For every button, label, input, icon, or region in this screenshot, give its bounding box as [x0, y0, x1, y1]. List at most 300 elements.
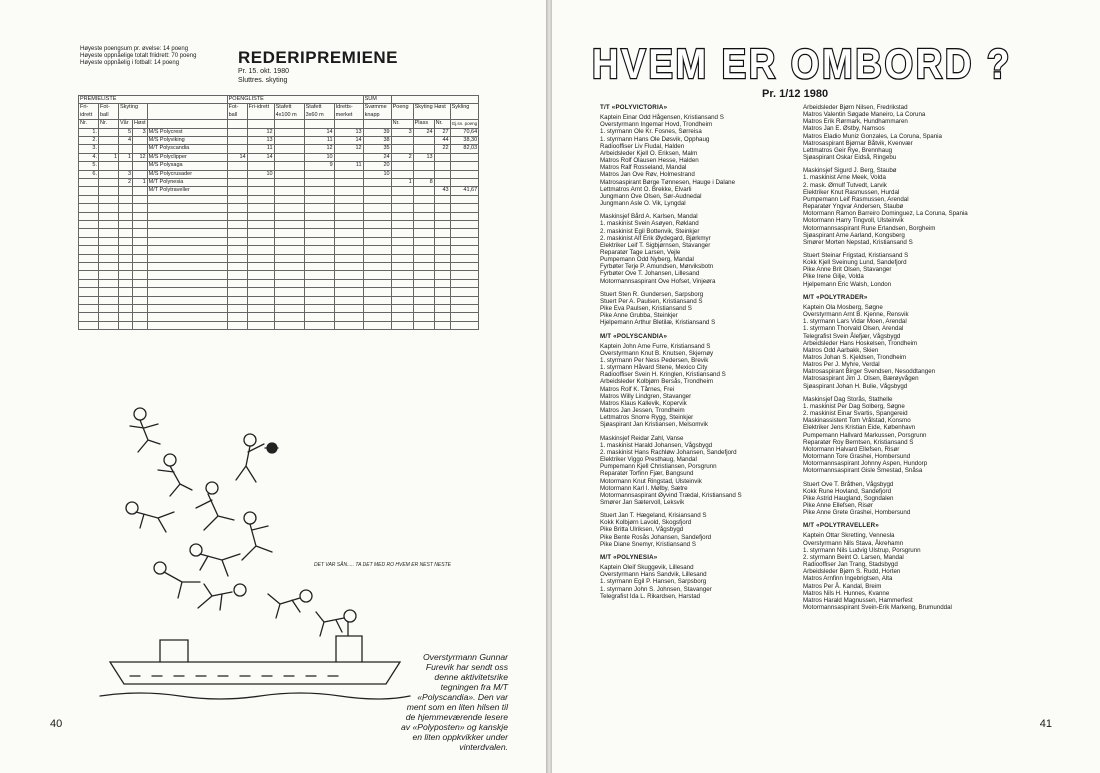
crew-member: Kokk Rune Hovland, Sandefjord: [803, 487, 892, 495]
crew-member: 1. styrmann Håvard Stene, Mexico City: [600, 364, 708, 372]
col-header: Fot-ball: [227, 104, 247, 120]
rederipremiene-title: REDERIPREMIENE: [238, 48, 399, 67]
table-cell: [133, 204, 148, 212]
table-cell: [391, 229, 413, 237]
crew-member: Matrosaspirant Birger Svendsen, Nesoddtangen: [803, 368, 936, 376]
table-cell: [247, 162, 274, 170]
table-row: [79, 137, 479, 145]
table-cell: 2.: [79, 137, 99, 145]
table-cell: [304, 321, 334, 329]
table-cell: [99, 279, 119, 287]
table-cell: [227, 170, 247, 178]
left-page: [0, 0, 546, 773]
title-text: HVEM ER OMBORD ?: [592, 40, 1012, 87]
table-cell: 14: [227, 153, 247, 161]
crew-member: 2. maskinist Einar Svartis, Spangereid: [803, 410, 908, 418]
crew-member: Sjøaspirant Johan H. Bulie, Vågsbygd: [803, 382, 908, 390]
table-row: [79, 296, 479, 304]
table-cell: 9: [304, 162, 334, 170]
table-cell: 70,64: [450, 128, 479, 136]
table-cell: [99, 229, 119, 237]
crew-group: [600, 512, 826, 548]
table-cell: [147, 246, 227, 254]
table-cell: [79, 246, 99, 254]
table-cell: [334, 187, 363, 195]
crew-member: Fyrbøter Terje P. Amundsen, Mørviksbotn: [600, 263, 714, 271]
table-cell: 13: [334, 128, 363, 136]
crew-member: Motormann Halvard Ellefsen, Risør: [803, 445, 900, 453]
table-cell: [391, 162, 413, 170]
table-cell: [391, 170, 413, 178]
table-cell: 1: [119, 153, 133, 161]
table-cell: [79, 288, 99, 296]
table-cell: [391, 145, 413, 153]
crew-member: Stuert Per A. Paulsen, Kristiansand S: [600, 297, 703, 305]
crew-member: 2. mask. Ørnulf Tutvedt, Larvik: [803, 181, 887, 189]
table-cell: [304, 170, 334, 178]
table-cell: [363, 246, 391, 254]
table-cell: [119, 263, 133, 271]
cartoon-drawing: [100, 400, 451, 720]
table-cell: [304, 187, 334, 195]
crew-member: Matros Johan S. Kjeldsen, Trondheim: [803, 354, 907, 361]
table-row: [79, 321, 479, 329]
table-cell: [133, 246, 148, 254]
table-cell: M/S Polyviking: [147, 137, 227, 145]
table-cell: [274, 170, 304, 178]
crew-member: 1. styrmann Thorvald Olsen, Arendal: [803, 325, 904, 333]
crew-member: 1. maskinist Svein Asøyen, Røkland: [600, 220, 699, 228]
table-cell: [227, 195, 247, 203]
table-cell: [274, 195, 304, 203]
crew-member: 2. maskinist Alf Erik Øydegard, Bjørkmyr: [600, 234, 711, 242]
col-header: Fri-idrett: [247, 104, 274, 120]
table-cell: [450, 263, 479, 271]
table-cell: [304, 221, 334, 229]
table-cell: 3: [133, 128, 148, 136]
crew-member: Smører Morten Nepstad, Kristiansand S: [803, 238, 913, 246]
table-cell: [450, 321, 479, 329]
crew-member: Hjelpemann Eric Walsh, London: [803, 280, 892, 288]
table-cell: [391, 204, 413, 212]
table-cell: 13: [247, 137, 274, 145]
table-cell: [79, 321, 99, 329]
table-cell: [119, 321, 133, 329]
table-cell: [450, 162, 479, 170]
roster-column-1: [600, 104, 826, 606]
table-cell: [227, 296, 247, 304]
table-cell: [147, 263, 227, 271]
table-cell: 24: [363, 153, 391, 161]
crew-member: Sjøaspirant Oskar Eidså, Ringebu: [803, 154, 897, 162]
crew-group: [803, 396, 1053, 475]
table-cell: [434, 195, 450, 203]
crew-member: Pike Anne Grubba, Steinkjer: [600, 312, 678, 320]
table-cell: [99, 212, 119, 220]
table-cell: [79, 254, 99, 262]
table-cell: [274, 187, 304, 195]
table-cell: [274, 263, 304, 271]
table-cell: 3: [119, 170, 133, 178]
roster-date: Pr. 1/12 1980: [762, 88, 829, 100]
crew-member: Overstyrmann Arnt B. Kjenne, Rensvik: [803, 311, 909, 319]
crew-member: Elektriker Jens Kristian Eide, København: [803, 424, 916, 432]
crew-member: Kaptein Einar Odd Hågensen, Kristiansand S: [600, 114, 724, 122]
table-cell: [450, 153, 479, 161]
table-cell: [247, 321, 274, 329]
crew-group: [600, 343, 826, 429]
table-cell: [119, 279, 133, 287]
table-cell: [274, 296, 304, 304]
crew-member: 1. styrmann Nils Ludvig Ulstrup, Porsgrunn: [803, 546, 921, 554]
table-cell: [99, 170, 119, 178]
table-cell: [147, 229, 227, 237]
table-cell: [227, 288, 247, 296]
table-cell: [450, 212, 479, 220]
table-row: [79, 221, 479, 229]
table-cell: [227, 221, 247, 229]
table-row: [79, 229, 479, 237]
table-cell: [133, 187, 148, 195]
table-cell: [334, 212, 363, 220]
col-subheader: Høst: [134, 120, 146, 127]
table-cell: [274, 288, 304, 296]
table-cell: [391, 271, 413, 279]
table-cell: [434, 313, 450, 321]
crew-member: Stuert Jan T. Hægeland, Krisiansand S: [600, 512, 707, 520]
table-cell: [304, 279, 334, 287]
crew-member: Matros Rolf Olausen Hesse, Halden: [600, 157, 699, 165]
table-cell: 82,03: [450, 145, 479, 153]
high-score-line: Høyeste poengsum pr. øvelse: 14 poeng: [80, 46, 189, 52]
crew-member: Matrosaspirant Børge Tønnesen, Hauge i Dalane: [600, 178, 736, 186]
crew-member: Overstyrmann Ingemar Hovd, Trondheim: [600, 121, 713, 129]
crew-member: Matros Ralf Rosseland, Mandal: [600, 164, 687, 172]
table-cell: [133, 137, 148, 145]
table-cell: [99, 137, 119, 145]
table-cell: [413, 212, 434, 220]
table-row: [79, 128, 479, 136]
table-cell: [99, 221, 119, 229]
table-cell: 14: [304, 128, 334, 136]
table-cell: [133, 221, 148, 229]
table-cell: [334, 229, 363, 237]
crew-member: Matros Jan E. Østby, Namsos: [803, 125, 885, 133]
table-cell: [413, 271, 434, 279]
table-cell: 3: [391, 128, 413, 136]
table-cell: 22: [434, 145, 450, 153]
table-cell: [363, 229, 391, 237]
table-cell: [119, 212, 133, 220]
col-header: Skyting: [119, 104, 148, 120]
crew-member: Motormannsaspirant Øyvind Trædal, Kristiansand S: [600, 491, 742, 499]
table-cell: [450, 195, 479, 203]
table-cell: [334, 279, 363, 287]
table-cell: [247, 237, 274, 245]
group-header-poengliste: POENGLISTE: [227, 96, 363, 104]
crew-member: 2. styrmann Beint O. Larsen, Mandal: [803, 553, 904, 561]
table-cell: [450, 237, 479, 245]
table-cell: 1: [133, 179, 148, 187]
col-header: Sykling: [450, 104, 479, 120]
crew-group: [600, 213, 826, 285]
col-subheader: Nr.: [434, 120, 450, 128]
hvem-er-ombord-title: [588, 40, 1048, 87]
table-cell: [133, 313, 148, 321]
crew-member: Matros Nils H. Hunnes, Kvanne: [803, 589, 890, 597]
table-cell: 2: [119, 179, 133, 187]
table-cell: [363, 271, 391, 279]
table-row: [79, 153, 479, 161]
table-row: [79, 212, 479, 220]
crew-group: [803, 252, 1053, 288]
table-cell: [434, 221, 450, 229]
table-row: [79, 170, 479, 178]
table-cell: [147, 313, 227, 321]
right-page: [552, 0, 1100, 773]
table-cell: [274, 254, 304, 262]
table-cell: [247, 204, 274, 212]
crew-member: Arbeidsleder Bjørn S. Rudd, Horten: [803, 568, 901, 576]
table-cell: [119, 288, 133, 296]
table-cell: [147, 254, 227, 262]
table-cell: [413, 304, 434, 312]
table-row: [79, 145, 479, 153]
table-cell: [391, 221, 413, 229]
crew-member: Matros Per Å. Kandal, Breim: [803, 582, 882, 590]
table-cell: [363, 321, 391, 329]
table-cell: [304, 179, 334, 187]
table-cell: [79, 229, 99, 237]
table-cell: [274, 179, 304, 187]
table-cell: [247, 229, 274, 237]
crew-member: 1. maskinist Per Dag Solberg, Søgne: [803, 402, 905, 410]
table-cell: 2: [391, 153, 413, 161]
table-cell: [413, 145, 434, 153]
ship-heading: M/T «POLYTRAVELLER»: [803, 522, 879, 530]
table-cell: [391, 296, 413, 304]
crew-member: Matros Valentin Søgade Maneiro, La Coruna: [803, 111, 926, 119]
table-cell: [227, 212, 247, 220]
table-cell: [391, 195, 413, 203]
table-cell: [304, 195, 334, 203]
table-cell: [413, 195, 434, 203]
table-cell: [133, 279, 148, 287]
crew-member: Telegrafist Svein Ålefjær, Vågsbygd: [803, 332, 901, 340]
col-subheader: Nr.: [79, 120, 99, 128]
crew-member: Radiooffiser Svein H. Kringlen, Kristiansand S: [600, 371, 726, 379]
table-cell: [304, 229, 334, 237]
table-cell: [334, 296, 363, 304]
table-cell: [304, 263, 334, 271]
table-cell: [434, 162, 450, 170]
table-cell: [434, 296, 450, 304]
table-cell: [334, 304, 363, 312]
table-cell: [413, 170, 434, 178]
table-cell: [119, 246, 133, 254]
table-cell: [413, 288, 434, 296]
table-cell: [334, 263, 363, 271]
table-cell: [119, 145, 133, 153]
table-cell: [363, 304, 391, 312]
table-cell: [227, 145, 247, 153]
crew-member: Overstyrmann Knut B. Knutsen, Skjernøy: [600, 349, 714, 357]
table-cell: [304, 296, 334, 304]
table-cell: [434, 254, 450, 262]
table-cell: [391, 288, 413, 296]
crew-group: [803, 104, 1053, 161]
crew-member: Kokk Kjell Sveinung Lund, Sandefjord: [803, 259, 907, 267]
table-cell: [99, 321, 119, 329]
table-cell: [227, 254, 247, 262]
cartoon-caption: Overstyrmann Gunnar Furevik har sendt oss denne aktivitetsrike tegningen fra M/T «Polyscandia». Den var ment som en liten hilsen til de hjemmeværende lesere av «Polyposten» og kanskje en liten oppkvikker under vinterdvalen.: [400, 652, 508, 752]
table-cell: [450, 279, 479, 287]
table-cell: M/S Polycrest: [147, 128, 227, 136]
crew-member: Matros Jan Jessen, Trondheim: [600, 407, 685, 415]
table-cell: 1: [99, 153, 119, 161]
table-cell: [227, 128, 247, 136]
table-cell: [133, 195, 148, 203]
crew-member: Arbeidsleder Bjørn Nilsen, Fredrikstad: [803, 104, 908, 111]
table-cell: [133, 212, 148, 220]
crew-member: Pike Anne Grete Grashei, Hombersund: [803, 509, 911, 517]
table-cell: [363, 187, 391, 195]
table-cell: [391, 313, 413, 321]
table-row: [79, 179, 479, 187]
table-cell: [119, 313, 133, 321]
crew-member: Jungmann Asle O. Vik, Lyngdal: [600, 200, 686, 208]
crew-member: Pike Eva Paulsen, Kristiansand S: [600, 305, 692, 313]
ship-heading: M/T «POLYTRADER»: [803, 293, 868, 301]
table-cell: [147, 288, 227, 296]
table-cell: [434, 237, 450, 245]
roster-column-2: [803, 104, 1053, 617]
col-header: Svømme knapp: [363, 104, 391, 120]
table-cell: [450, 296, 479, 304]
crew-member: Matros Per J. Myhre, Verdal: [803, 361, 880, 369]
table-cell: [450, 271, 479, 279]
crew-member: Kaptein Oleif Skuggevik, Lillesand: [600, 564, 694, 572]
table-cell: [363, 195, 391, 203]
table-cell: [147, 296, 227, 304]
table-cell: [79, 263, 99, 271]
page-number-left: 40: [50, 718, 63, 730]
crew-member: Pike Bente Rosås Johansen, Sandefjord: [600, 533, 712, 541]
table-row: [79, 279, 479, 287]
crew-member: Fyrbøter Ove T. Johansen, Lillesand: [600, 270, 700, 278]
table-cell: [133, 145, 148, 153]
crew-member: Reparatør Torfinn Fjær, Bangsund: [600, 470, 694, 478]
subtitle-line: Pr. 15. okt. 1980: [238, 68, 289, 75]
table-cell: 20: [363, 162, 391, 170]
crew-member: Lettmatros Snorre Rygg, Steinkjer: [600, 414, 694, 422]
crew-member: Pumpemann Leif Rasmussen, Arendal: [803, 195, 909, 203]
col-subheader: Nr.: [391, 120, 413, 128]
table-cell: [133, 304, 148, 312]
table-cell: [247, 304, 274, 312]
crew-member: 2. maskinist Egil Bottenvik, Steinkjer: [600, 227, 700, 235]
table-cell: [450, 221, 479, 229]
crew-member: Overstyrmann Hans Sandvik, Lillesand: [600, 571, 707, 579]
table-cell: [334, 271, 363, 279]
crew-group: [600, 564, 826, 600]
table-cell: [274, 321, 304, 329]
crew-member: Motormann Knut Ringstad, Ulsteinvik: [600, 477, 702, 485]
table-cell: [450, 179, 479, 187]
col-subheader: Nr.: [99, 120, 119, 128]
table-cell: 10: [363, 170, 391, 178]
table-cell: [450, 304, 479, 312]
table-cell: [363, 237, 391, 245]
crew-member: Motormann Harry Tingvoll, Ulsteinvik: [803, 217, 904, 225]
table-cell: [133, 271, 148, 279]
table-cell: [413, 204, 434, 212]
table-cell: [334, 204, 363, 212]
table-cell: [79, 237, 99, 245]
table-cell: [413, 187, 434, 195]
table-cell: [79, 221, 99, 229]
table-cell: 10: [247, 170, 274, 178]
crew-member: Matros Willy Lindgren, Stavanger: [600, 392, 692, 400]
table-cell: [274, 204, 304, 212]
crew-member: Matros Eladio Muniz Gonzales, La Coruna, Spania: [803, 132, 942, 140]
table-cell: [133, 288, 148, 296]
table-cell: [119, 237, 133, 245]
table-cell: [79, 204, 99, 212]
table-cell: [334, 254, 363, 262]
table-cell: [413, 162, 434, 170]
crew-member: Pike Diane Snemyr, Kristiansand S: [600, 540, 696, 548]
table-cell: [79, 195, 99, 203]
crew-member: Reparatør Yngvar Andersen, Staubø: [803, 203, 904, 211]
table-cell: [363, 288, 391, 296]
table-cell: [434, 246, 450, 254]
table-cell: [434, 271, 450, 279]
table-cell: [99, 204, 119, 212]
table-row: [79, 237, 479, 245]
table-cell: [274, 279, 304, 287]
crew-member: Pumpemann Kjell Christiansen, Porsgrunn: [600, 463, 717, 471]
crew-group: [600, 291, 826, 327]
table-cell: [227, 187, 247, 195]
table-cell: [450, 204, 479, 212]
table-cell: [227, 237, 247, 245]
table-cell: [391, 263, 413, 271]
col-header: Stafett 4x100 m: [274, 104, 304, 120]
page-number-right: 41: [1039, 718, 1052, 730]
table-cell: [247, 313, 274, 321]
table-row: [79, 304, 479, 312]
subtitle-line: Sluttres. skyting: [238, 77, 288, 84]
table-row: [79, 204, 479, 212]
table-cell: [99, 162, 119, 170]
table-cell: [391, 187, 413, 195]
table-cell: [247, 187, 274, 195]
table-cell: [334, 153, 363, 161]
table-cell: [99, 313, 119, 321]
table-cell: M/T Polynesia: [147, 179, 227, 187]
crew-member: Arbeidsleder Kolbjørn Bersås, Trondheim: [600, 378, 714, 386]
table-cell: [450, 229, 479, 237]
table-cell: 3.: [79, 145, 99, 153]
crew-member: Elektriker Knut Rasmussen, Hurdal: [803, 188, 900, 196]
table-cell: [133, 162, 148, 170]
table-cell: [450, 246, 479, 254]
table-row: [79, 254, 479, 262]
table-cell: [413, 279, 434, 287]
rederipremiene-subtitle: [238, 67, 289, 85]
crew-member: Pike Irene Gilje, Volda: [803, 273, 864, 281]
